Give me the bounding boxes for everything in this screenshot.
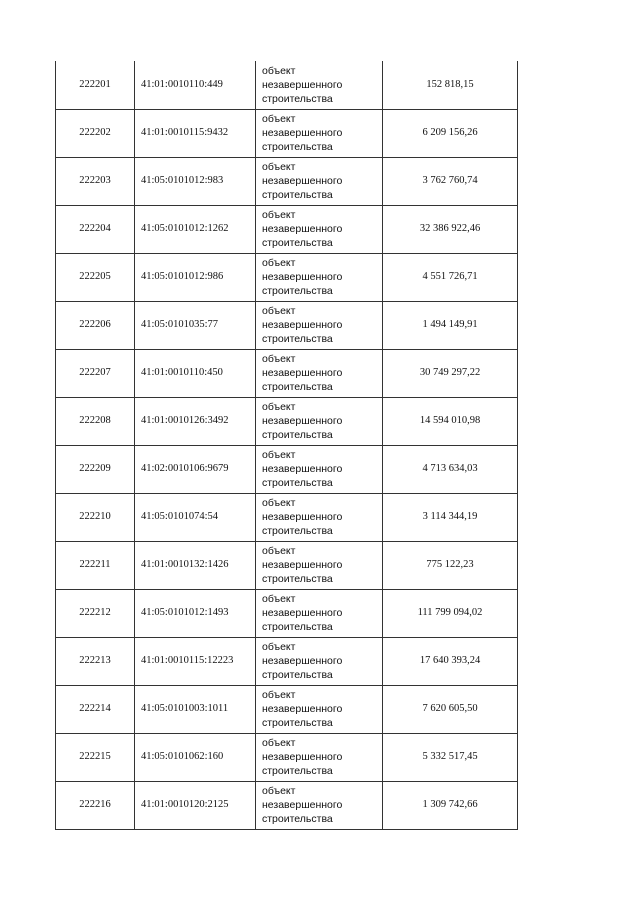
cadastral-number-cell: 41:05:0101062:160 — [135, 733, 256, 781]
object-type-line: объект — [262, 737, 296, 749]
cadastral-number-cell: 41:05:0101012:983 — [135, 157, 256, 205]
row-number-cell: 222201 — [56, 61, 135, 109]
cadastral-number-cell: 41:05:0101074:54 — [135, 493, 256, 541]
object-type-line: незавершенного — [262, 559, 343, 571]
object-type-cell — [256, 589, 383, 637]
row-number-cell: 222204 — [56, 205, 135, 253]
cadastral-value-cell: 3 114 344,19 — [383, 493, 518, 541]
cadastral-value-cell: 30 749 297,22 — [383, 349, 518, 397]
object-type-line: объект — [262, 209, 296, 221]
row-number-cell: 222215 — [56, 733, 135, 781]
cadastral-number-cell: 41:05:0101012:1493 — [135, 589, 256, 637]
object-type-line: объект — [262, 353, 296, 365]
row-number-cell: 222214 — [56, 685, 135, 733]
object-type-cell — [256, 685, 383, 733]
object-type-line: незавершенного — [262, 175, 343, 187]
object-type-line: объект — [262, 257, 296, 269]
cadastral-value-cell: 1 494 149,91 — [383, 301, 518, 349]
table-row — [56, 205, 518, 253]
table-row — [56, 733, 518, 781]
cadastral-value-cell: 775 122,23 — [383, 541, 518, 589]
cadastral-number-cell: 41:05:0101012:1262 — [135, 205, 256, 253]
row-number-cell: 222209 — [56, 445, 135, 493]
object-type-line: незавершенного — [262, 367, 343, 379]
object-type-line: незавершенного — [262, 799, 343, 811]
object-type-line: незавершенного — [262, 607, 343, 619]
table-row — [56, 109, 518, 157]
object-type-line: строительства — [262, 429, 333, 441]
cadastral-value-cell: 32 386 922,46 — [383, 205, 518, 253]
row-number-cell: 222206 — [56, 301, 135, 349]
cadastral-value-cell: 17 640 393,24 — [383, 637, 518, 685]
cadastral-number-cell: 41:02:0010106:9679 — [135, 445, 256, 493]
object-type-line: строительства — [262, 813, 333, 825]
object-type-line: объект — [262, 449, 296, 461]
object-type-line: незавершенного — [262, 78, 343, 91]
object-type-line: незавершенного — [262, 751, 343, 763]
table-row — [56, 685, 518, 733]
table-row — [56, 61, 518, 109]
object-type-line: объект — [262, 113, 296, 125]
object-type-cell — [256, 781, 383, 829]
object-type-line: строительства — [262, 765, 333, 777]
cadastral-number-cell: 41:05:0101035:77 — [135, 301, 256, 349]
table-row — [56, 589, 518, 637]
table-row — [56, 637, 518, 685]
cadastral-value-cell: 5 332 517,45 — [383, 733, 518, 781]
object-type-line: незавершенного — [262, 271, 343, 283]
object-type-line: строительства — [262, 573, 333, 585]
table-row — [56, 781, 518, 829]
object-type-line: объект — [262, 64, 296, 77]
object-type-line: объект — [262, 593, 296, 605]
object-type-cell — [256, 157, 383, 205]
cadastral-value-cell: 4 551 726,71 — [383, 253, 518, 301]
object-type-cell — [256, 493, 383, 541]
object-type-line: объект — [262, 305, 296, 317]
table-row — [56, 349, 518, 397]
object-type-cell — [256, 733, 383, 781]
row-number-cell: 222213 — [56, 637, 135, 685]
row-number-cell: 222216 — [56, 781, 135, 829]
registry-table-body — [56, 61, 518, 829]
object-type-line: незавершенного — [262, 415, 343, 427]
object-type-line: объект — [262, 689, 296, 701]
object-type-cell — [256, 637, 383, 685]
object-type-line: строительства — [262, 237, 333, 249]
object-type-line: строительства — [262, 621, 333, 633]
object-type-line: строительства — [262, 525, 333, 537]
cadastral-number-cell: 41:01:0010126:3492 — [135, 397, 256, 445]
cadastral-value-cell: 111 799 094,02 — [383, 589, 518, 637]
table-row — [56, 397, 518, 445]
table-row — [56, 493, 518, 541]
cadastral-number-cell: 41:05:0101012:986 — [135, 253, 256, 301]
object-type-line: незавершенного — [262, 223, 343, 235]
object-type-line: объект — [262, 545, 296, 557]
object-type-line: незавершенного — [262, 655, 343, 667]
object-type-line: строительства — [262, 189, 333, 201]
object-type-line: строительства — [262, 333, 333, 345]
table-row — [56, 157, 518, 205]
row-number-cell: 222210 — [56, 493, 135, 541]
object-type-line: незавершенного — [262, 463, 343, 475]
object-type-line: объект — [262, 497, 296, 509]
cadastral-number-cell: 41:01:0010110:450 — [135, 349, 256, 397]
cadastral-number-cell: 41:01:0010115:12223 — [135, 637, 256, 685]
object-type-line: строительства — [262, 477, 333, 489]
table-row — [56, 253, 518, 301]
object-type-line: объект — [262, 401, 296, 413]
object-type-cell — [256, 397, 383, 445]
object-type-line: незавершенного — [262, 511, 343, 523]
cadastral-value-cell: 6 209 156,26 — [383, 109, 518, 157]
cadastral-number-cell: 41:01:0010110:449 — [135, 61, 256, 109]
object-type-line: незавершенного — [262, 127, 343, 139]
object-type-cell — [256, 109, 383, 157]
cadastral-number-cell: 41:01:0010115:9432 — [135, 109, 256, 157]
cadastral-value-cell: 14 594 010,98 — [383, 397, 518, 445]
object-type-cell — [256, 541, 383, 589]
cadastral-number-cell: 41:01:0010132:1426 — [135, 541, 256, 589]
row-number-cell: 222207 — [56, 349, 135, 397]
object-type-line: строительства — [262, 717, 333, 729]
table-row — [56, 445, 518, 493]
table-row — [56, 541, 518, 589]
object-type-line: незавершенного — [262, 319, 343, 331]
table-row — [56, 301, 518, 349]
cadastral-number-cell: 41:01:0010120:2125 — [135, 781, 256, 829]
object-type-line: объект — [262, 785, 296, 797]
object-type-line: незавершенного — [262, 703, 343, 715]
object-type-line: строительства — [262, 381, 333, 393]
cadastral-value-cell: 152 818,15 — [383, 61, 518, 109]
cadastral-number-cell: 41:05:0101003:1011 — [135, 685, 256, 733]
row-number-cell: 222212 — [56, 589, 135, 637]
object-type-line: строительства — [262, 92, 333, 105]
object-type-line: строительства — [262, 141, 333, 153]
row-number-cell: 222202 — [56, 109, 135, 157]
cadastral-value-cell: 7 620 605,50 — [383, 685, 518, 733]
object-type-cell — [256, 349, 383, 397]
object-type-cell — [256, 301, 383, 349]
cadastral-value-cell: 1 309 742,66 — [383, 781, 518, 829]
object-type-line: объект — [262, 161, 296, 173]
object-type-line: строительства — [262, 669, 333, 681]
row-number-cell: 222208 — [56, 397, 135, 445]
object-type-cell — [256, 253, 383, 301]
row-number-cell: 222211 — [56, 541, 135, 589]
cadastral-value-cell: 4 713 634,03 — [383, 445, 518, 493]
row-number-cell: 222205 — [56, 253, 135, 301]
registry-table — [55, 61, 518, 830]
row-number-cell: 222203 — [56, 157, 135, 205]
object-type-cell — [256, 61, 383, 109]
cadastral-value-cell: 3 762 760,74 — [383, 157, 518, 205]
object-type-line: объект — [262, 641, 296, 653]
object-type-line: строительства — [262, 285, 333, 297]
object-type-cell — [256, 445, 383, 493]
object-type-cell — [256, 205, 383, 253]
